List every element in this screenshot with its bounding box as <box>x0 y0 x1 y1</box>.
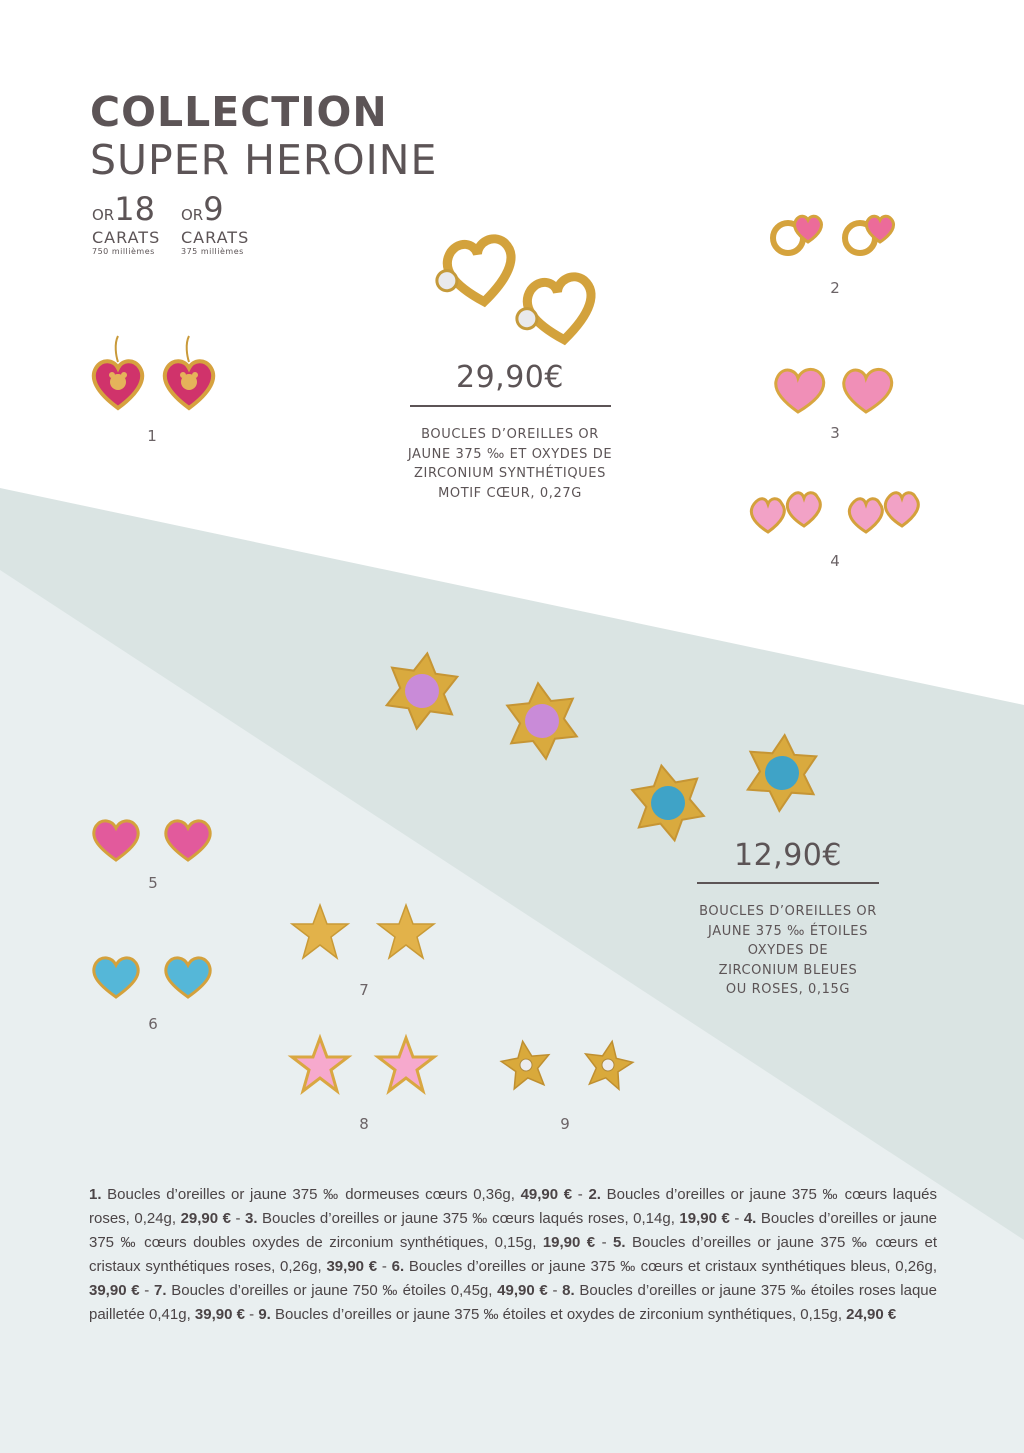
product-price: 39,90 € <box>194 1306 245 1323</box>
price-divider <box>697 882 879 884</box>
product-number: 3. <box>245 1210 258 1227</box>
carat-millesimal: 750 millièmes <box>92 247 155 256</box>
carat-number: 18 <box>114 190 155 228</box>
product-entry: 1. Boucles d’oreilles or jaune 375 ‰ dormeuses cœurs 0,36g, 49,90 € <box>89 1186 573 1203</box>
carat-label: CARATS <box>92 228 161 247</box>
product-image-9 <box>498 1038 640 1092</box>
product-entry: 4. Boucles d’oreilles or jaune 375 ‰ cœurs doubles oxydes de zirconium synthétiques, 0,15g, 19,90 € <box>89 1210 938 1251</box>
product-price: 39,90 € <box>89 1282 140 1299</box>
product-entry: 2. Boucles d’oreilles or jaune 375 ‰ cœurs laqués roses, 0,24g, 29,90 € <box>89 1186 937 1227</box>
product-image-4 <box>746 490 926 538</box>
product-image-star-zircon-earrings <box>380 655 830 845</box>
carat-label: CARATS <box>181 228 250 247</box>
carat-or-label: OR <box>92 206 115 224</box>
product-price: 19,90 € <box>542 1234 596 1251</box>
collection-title: COLLECTION <box>90 88 388 136</box>
product-image-1 <box>88 334 218 414</box>
carat-badge-18 <box>92 190 161 258</box>
collection-subtitle: SUPER HEROINE <box>90 136 438 184</box>
item-number: 5 <box>148 874 158 892</box>
item-number: 2 <box>830 279 840 297</box>
product-price: 39,90 € <box>326 1258 378 1275</box>
product-entry: 9. Boucles d’oreilles or jaune 375 ‰ étoiles et oxydes de zirconium synthétiques, 0,15g, 24,90 € <box>258 1306 897 1323</box>
product-entry: 8. Boucles d’oreilles or jaune 375 ‰ étoiles roses laque pailletée 0,41g, 39,90 € <box>89 1282 937 1323</box>
product-number: 6. <box>391 1258 405 1275</box>
product-list: 1. Boucles d’oreilles or jaune 375 ‰ dormeuses cœurs 0,36g, 49,90 € - 2. Boucles d’oreilles or jaune 375 ‰ cœurs laqués roses, 0,24g, 29,90 € - 3. Boucles d’oreilles or jaune 375 ‰ cœurs laqués roses, 0,14g, 19,90 € - 4. Boucles d’oreilles or jaune 375 ‰ cœurs doubles oxydes de zirconium synthétiques, 0,15g, 19,90 € - 5. Boucles d’oreilles or jaune 375 ‰ cœurs et cristaux synthétiques roses, 0,26g, 39,90 € - 6. Boucles d’oreilles or jaune 375 ‰ cœurs et cristaux synthétiques bleus, 0,26g, 39,90 € - 7. Boucles d’oreilles or jaune 750 ‰ étoiles 0,45g, 49,90 € - 8. Boucles d’oreilles or jaune 375 ‰ étoiles roses laque pailletée 0,41g, 39,90 € - 9. Boucles d’oreilles or jaune 375 ‰ étoiles et oxydes de zirconium synthétiques, 0,15g, 24,90 € <box>89 1186 938 1323</box>
item-number: 8 <box>359 1115 369 1133</box>
item-number: 6 <box>148 1015 158 1033</box>
product-entry: 7. Boucles d’oreilles or jaune 750 ‰ étoiles 0,45g, 49,90 € <box>154 1282 548 1299</box>
product-image-heart-zircon-earrings <box>430 232 610 342</box>
product-number: 8. <box>562 1282 575 1299</box>
featured-price: 12,90€ <box>734 838 842 873</box>
product-image-3 <box>772 364 896 416</box>
product-image-6 <box>90 953 216 1001</box>
product-price: 29,90 € <box>180 1210 231 1227</box>
product-image-7 <box>290 903 438 963</box>
featured-description: BOUCLES D’OREILLES OR JAUNE 375 ‰ ET OXYDES DE ZIRCONIUM SYNTHÉTIQUES MOTIF CŒUR, 0,27G <box>407 427 613 501</box>
item-number: 1 <box>147 427 157 445</box>
product-number: 5. <box>613 1234 626 1251</box>
price-divider <box>410 405 611 407</box>
item-number: 3 <box>830 424 840 442</box>
product-entry: 5. Boucles d’oreilles or jaune 375 ‰ cœurs et cristaux synthétiques roses, 0,26g, 39,90 € <box>89 1234 937 1275</box>
product-image-2 <box>768 206 908 266</box>
carat-number: 9 <box>203 190 224 228</box>
product-number: 4. <box>743 1210 757 1227</box>
item-number: 7 <box>359 981 369 999</box>
item-number: 4 <box>830 552 840 570</box>
product-number: 7. <box>154 1282 167 1299</box>
carat-badge-9 <box>181 190 250 258</box>
carat-or-label: OR <box>181 206 204 224</box>
product-number: 2. <box>588 1186 601 1203</box>
product-number: 1. <box>89 1186 102 1203</box>
carat-millesimal: 375 millièmes <box>181 247 244 256</box>
product-price: 49,90 € <box>520 1186 573 1203</box>
product-image-8 <box>290 1036 438 1096</box>
product-image-5 <box>90 816 216 864</box>
item-number: 9 <box>560 1115 570 1133</box>
featured-description: BOUCLES D’OREILLES OR JAUNE 375 ‰ ÉTOILES OXYDES DE ZIRCONIUM BLEUES OU ROSES, 0,15G <box>699 904 877 997</box>
product-price: 49,90 € <box>497 1282 548 1299</box>
featured-price: 29,90€ <box>456 360 564 395</box>
product-number: 9. <box>258 1306 271 1323</box>
product-price: 24,90 € <box>846 1306 897 1323</box>
product-entry: 3. Boucles d’oreilles or jaune 375 ‰ cœurs laqués roses, 0,14g, 19,90 € <box>245 1210 730 1227</box>
product-price: 19,90 € <box>679 1210 730 1227</box>
product-entry: 6. Boucles d’oreilles or jaune 375 ‰ cœurs et cristaux synthétiques bleus, 0,26g, 39,90 € <box>89 1258 937 1299</box>
